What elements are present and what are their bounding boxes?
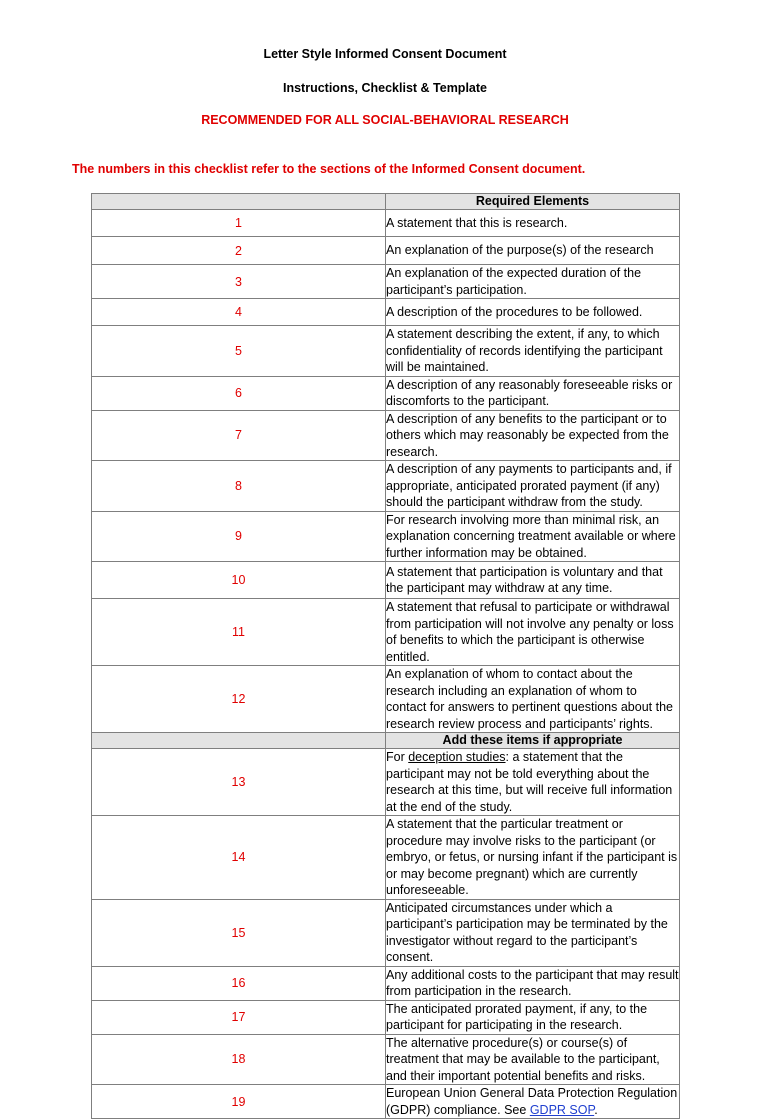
item-text: Any additional costs to the participant that may result from participation in the research.: [386, 967, 679, 998]
item-text: A statement that participation is voluntary and that the participant may withdraw at any time.: [386, 562, 680, 599]
item-text: An explanation of whom to contact about the research including an explanation of whom to contact for answers to pertinent questions about the research review process and participants’ rights.: [386, 666, 680, 733]
optional-elements-heading: Add these items if appropriate: [386, 733, 680, 749]
item-number: 3: [92, 265, 386, 299]
item-text: A description of any reasonably foreseeable risks or discomforts to the participant.: [386, 376, 680, 410]
item-number: 17: [92, 1000, 386, 1034]
header-blank-cell: [92, 733, 386, 749]
item-number: 6: [92, 376, 386, 410]
table-row: [92, 299, 680, 326]
item-text: A statement that this is research.: [386, 210, 680, 237]
table-row: [92, 461, 680, 512]
item-text: A statement that refusal to participate or withdrawal from participation will not involve any penalty or loss of benefits to which the participant is otherwise entitled.: [386, 599, 680, 666]
document-title: Letter Style Informed Consent Document: [263, 47, 507, 61]
table-row: [92, 749, 680, 816]
gdpr-end: .: [594, 1102, 598, 1117]
table-row: [92, 376, 680, 410]
table-row: [92, 966, 680, 1000]
table-row: [92, 899, 680, 966]
recommendation-banner: RECOMMENDED FOR ALL SOCIAL-BEHAVIORAL RESEARCH: [201, 113, 569, 127]
table-row: [92, 237, 680, 265]
table-row: [92, 562, 680, 599]
item-text: A statement describing the extent, if any, to which confidentiality of records identifying the participant will be maintained.: [386, 326, 680, 377]
item-text: For research involving more than minimal risk, an explanation concerning treatment available or where further information may be obtained.: [386, 511, 680, 562]
item-text: A description of any benefits to the participant or to others which may reasonably be expected from the research.: [386, 410, 680, 461]
table-row: [92, 511, 680, 562]
item-text: [386, 1085, 680, 1119]
item-prefix: For: [386, 750, 409, 764]
item-text: A description of the procedures to be followed.: [386, 299, 680, 326]
item-number: 12: [92, 666, 386, 733]
table-row: [92, 1085, 680, 1119]
table-row: [92, 599, 680, 666]
item-number: 19: [92, 1085, 386, 1119]
item-number: 14: [92, 816, 386, 900]
item-number: 11: [92, 599, 386, 666]
deception-studies-term: deception studies: [408, 750, 506, 764]
required-elements-heading: Required Elements: [386, 194, 680, 210]
table-row: [92, 410, 680, 461]
document-subtitle: Instructions, Checklist & Template: [283, 81, 487, 95]
item-number: 18: [92, 1034, 386, 1085]
table-row: [92, 666, 680, 733]
item-text: An explanation of the expected duration of the participant’s participation.: [386, 265, 680, 299]
table-row: [92, 1000, 680, 1034]
required-elements-header: [92, 194, 680, 210]
optional-elements-header: [92, 733, 680, 749]
item-text: The alternative procedure(s) or course(s) of treatment that may be available to the participant, and their important potential benefits and risks.: [386, 1034, 680, 1085]
item-number: 2: [92, 237, 386, 265]
table-row: [92, 210, 680, 237]
item-number: 10: [92, 562, 386, 599]
item-number: 13: [92, 749, 386, 816]
item-number: 9: [92, 511, 386, 562]
item-number: 15: [92, 899, 386, 966]
item-text-rest: : a statement that the participant may not be told everything about the research at this time, but will receive full information at the end of the study.: [386, 750, 673, 814]
item-text: A statement that the particular treatment or procedure may involve risks to the participant (or embryo, or fetus, or nursing infant if the participant is or may become pregnant) which are currently unforeseeable.: [386, 816, 680, 900]
item-number: 5: [92, 326, 386, 377]
table-row: [92, 326, 680, 377]
checklist-note: The numbers in this checklist refer to the sections of the Informed Consent document.: [72, 162, 586, 176]
item-number: 4: [92, 299, 386, 326]
header-blank-cell: [92, 194, 386, 210]
item-text: An explanation of the purpose(s) of the research: [386, 237, 680, 265]
table-row: [92, 1034, 680, 1085]
gdpr-text: European Union General Data Protection Regulation (GDPR) compliance. See: [386, 1086, 678, 1117]
checklist-table: [91, 193, 680, 1119]
item-text: Anticipated circumstances under which a participant’s participation may be terminated by the investigator without regard to the participant’s consent.: [386, 899, 680, 966]
table-row: [92, 816, 680, 900]
table-row: [92, 265, 680, 299]
item-text: The anticipated prorated payment, if any, to the participant for participating in the research.: [386, 1000, 680, 1034]
item-number: 8: [92, 461, 386, 512]
item-number: 1: [92, 210, 386, 237]
item-number: 16: [92, 966, 386, 1000]
item-number: 7: [92, 410, 386, 461]
gdpr-sop-link[interactable]: GDPR SOP: [529, 1102, 595, 1117]
item-text: [386, 749, 680, 816]
item-text: A description of any payments to participants and, if appropriate, anticipated prorated payment (if any) should the participant withdraw from the study.: [386, 461, 680, 512]
